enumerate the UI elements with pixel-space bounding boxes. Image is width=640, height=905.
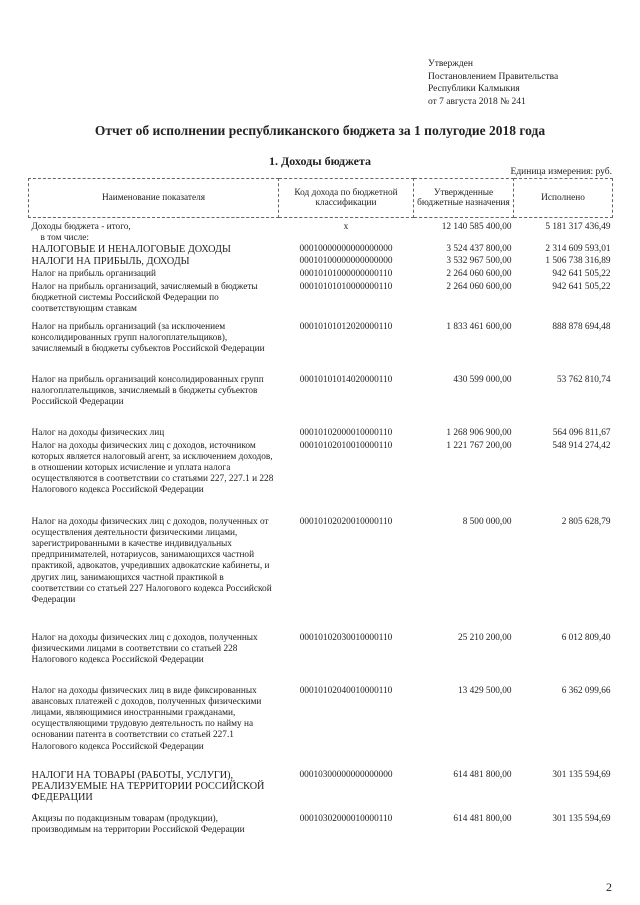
section-title: 1. Доходы бюджета (268, 154, 372, 168)
cell-code: 00010300000000000000 (299, 769, 393, 780)
cell-approved: 1 268 906 900,00 (446, 427, 512, 438)
cell-name: Налог на прибыль организаций (за исключением консолидированных групп налогоплательщиков), зачисляемый в бюджеты субъектов Российской Федерации (31, 321, 265, 355)
header-executed: Исполнено (514, 179, 613, 218)
cell-code: 00010102010010000110 (299, 440, 393, 451)
table-row (29, 269, 613, 282)
cell-name: Налог на доходы физических лиц с доходов, полученных физическими лицами в соответствии со статьей 228 Налогового кодекса Российской Федерации (31, 632, 258, 666)
cell-name: Налог на доходы физических лиц (31, 427, 165, 438)
cell-executed: 5 181 317 436,49 (545, 222, 611, 232)
cell-approved: 8 500 000,00 (462, 516, 512, 527)
table-header-row (29, 179, 613, 218)
cell-name: НАЛОГИ НА ТОВАРЫ (РАБОТЫ, УСЛУГИ), РЕАЛИЗУЕМЫЕ НА ТЕРРИТОРИИ РОССИЙСКОЙ ФЕДЕРАЦИИ (31, 769, 265, 803)
cell-executed: 2 805 628,79 (561, 516, 611, 527)
units-label: Единица измерения: руб. (510, 167, 612, 177)
cell-code: 00010101014020000110 (299, 374, 393, 385)
cell-executed: 2 314 609 593,01 (545, 244, 611, 255)
cell-code: x (343, 222, 349, 232)
cell-executed: 6 362 099,66 (561, 685, 611, 696)
approval-line: Утвержден (428, 59, 473, 69)
cell-approved: 3 524 437 800,00 (446, 244, 512, 255)
table-row (29, 244, 613, 255)
cell-code: 00010102020010000110 (299, 516, 393, 527)
table-row (29, 322, 613, 375)
document-title: Отчет об исполнении республиканского бюджета за 1 полугодие 2018 года (94, 123, 546, 138)
cell-approved: 1 833 461 600,00 (446, 321, 512, 332)
cell-code: 00010000000000000000 (299, 244, 393, 255)
cell-approved: 614 481 800,00 (453, 813, 512, 824)
header-code: Код дохода по бюджетной классификации (279, 179, 414, 218)
approval-line: Постановлением Правительства (428, 71, 559, 82)
approval-line: от 7 августа 2018 № 241 (428, 96, 526, 107)
cell-name: НАЛОГОВЫЕ И НЕНАЛОГОВЫЕ ДОХОДЫ (31, 244, 231, 256)
income-table (28, 178, 613, 854)
cell-code: 00010101010000000110 (299, 281, 393, 292)
cell-executed: 888 878 694,48 (552, 321, 611, 332)
table-row (29, 375, 613, 428)
cell-code (279, 233, 414, 244)
cell-code: 00010101012020000110 (299, 321, 393, 332)
table-row (29, 770, 613, 814)
cell-name: Налог на прибыль организаций, зачисляемый в бюджеты бюджетной системы Российской Федерации по соответствующим ставкам (31, 281, 258, 315)
cell-approved (414, 233, 514, 244)
page-number: 2 (606, 880, 612, 894)
approval-line: Республики Калмыкия (428, 84, 520, 94)
cell-executed: 301 135 594,69 (552, 769, 611, 780)
cell-approved: 2 264 060 600,00 (446, 268, 512, 279)
table-row (29, 256, 613, 269)
cell-executed: 942 641 505,22 (552, 281, 611, 292)
cell-executed: 564 096 811,67 (552, 427, 611, 438)
approval-stamp (428, 58, 618, 108)
cell-approved: 25 210 200,00 (458, 632, 512, 643)
cell-executed: 6 012 809,40 (561, 632, 611, 643)
cell-code: 00010102000010000110 (299, 427, 393, 438)
cell-approved: 12 140 585 400,00 (441, 222, 512, 232)
table-row (29, 428, 613, 441)
cell-approved: 430 599 000,00 (453, 374, 512, 385)
cell-approved: 13 429 500,00 (458, 685, 512, 696)
cell-name: Акцизы по подакцизным товарам (продукции), производимым на территории Российской Федерации (31, 813, 245, 835)
cell-name: Налог на прибыль организаций (31, 268, 156, 279)
cell-executed: 53 762 810,74 (557, 374, 611, 385)
cell-name: Налог на прибыль организаций консолидированных групп налогоплательщиков, зачисляемый в бюджеты субъектов Российской Федерации (31, 374, 264, 408)
cell-code: 00010302000010000110 (299, 813, 393, 824)
cell-approved: 3 532 967 500,00 (446, 255, 512, 266)
cell-approved: 1 221 767 200,00 (446, 440, 512, 451)
table-row (29, 633, 613, 686)
table-row (29, 282, 613, 322)
table-row (29, 233, 613, 244)
table-row (29, 686, 613, 770)
cell-approved: 614 481 800,00 (453, 769, 512, 780)
cell-name: Налог на доходы физических лиц с доходов, полученных от осуществления деятельности физическими лицами, зарегистрированными в качестве индивидуальных предпринимателей, нотариусов, занимающихся частной практикой, адвокатов, учредивших адвокатские кабинеты, и других лиц, занимающихся частной практикой в соответствии со статьей 227 Налогового кодекса Российской Федерации (31, 516, 272, 606)
cell-name: НАЛОГИ НА ПРИБЫЛЬ, ДОХОДЫ (31, 255, 190, 267)
cell-code: 00010100000000000000 (299, 255, 393, 266)
header-name: Наименование показателя (29, 179, 279, 218)
cell-executed: 1 506 738 316,89 (545, 255, 611, 266)
cell-code: 00010101000000000110 (299, 268, 393, 279)
cell-name: Доходы бюджета - итого, (31, 222, 131, 232)
cell-code: 00010102030010000110 (299, 632, 393, 643)
cell-executed: 942 641 505,22 (552, 268, 611, 279)
cell-executed: 301 135 594,69 (552, 813, 611, 824)
table-row (29, 441, 613, 517)
cell-name: Налог на доходы физических лиц в виде фиксированных авансовых платежей с доходов, полученных физическими лицами, являющимися иностранными гражданами, осуществляющими трудовую деятельность по найму на основании патента в соответствии со статьей 227.1 Налогового кодекса Российской Федерации (31, 685, 262, 752)
cell-name: в том числе: (40, 233, 89, 244)
table-row (29, 517, 613, 633)
table-row (29, 218, 613, 234)
cell-name: Налог на доходы физических лиц с доходов, источником которых является налоговый агент, за исключением доходов, в отношении которых исчисление и уплата налога осуществляются в соответствии со статьями 227, 227.1 и 228 Налогового кодекса Российской Федерации (31, 440, 274, 496)
cell-executed: 548 914 274,42 (552, 440, 611, 451)
cell-approved: 2 264 060 600,00 (446, 281, 512, 292)
cell-code: 00010102040010000110 (299, 685, 393, 696)
header-approved: Утвержденные бюджетные назначения (414, 179, 514, 218)
cell-executed (514, 233, 613, 244)
table-row (29, 814, 613, 854)
